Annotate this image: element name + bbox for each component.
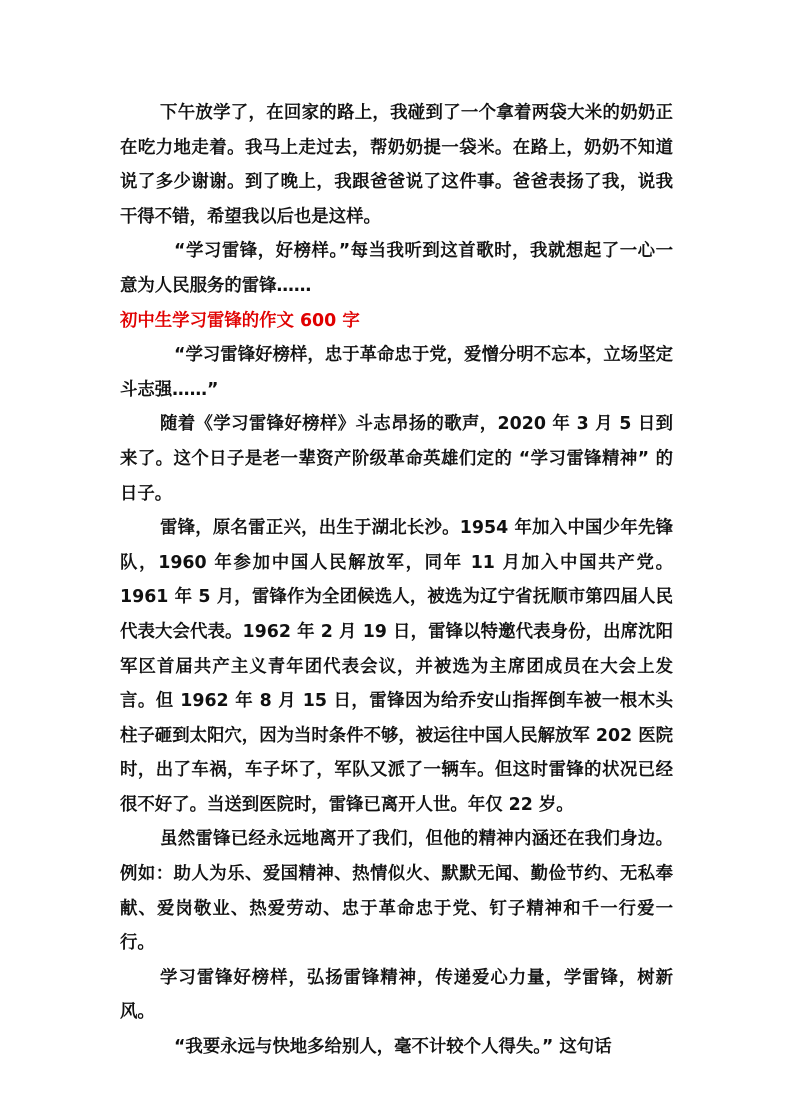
paragraph-song-lyrics: “学习雷锋好榜样，忠于革命忠于党，爱憎分明不忘本，立场坚定斗志强……”: [120, 345, 673, 400]
paragraph-lei-feng-biography: 雷锋，原名雷正兴，出生于湖北长沙。1954 年加入中国少年先锋队，1960 年参加中国人民解放军，同年 11 月加入中国共产党。1961 年 5 月，雷锋作为全团候选人，被选为辽宁省抚顺市第四届人民代表大会代表。1962 年 2 月 19 日，雷锋以特邀代表身份，出席沈阳军区首届共产主义青年团代表会议，并被选为主席团成员在大会上发言。但 1962 年 8 月 15 日，雷锋因为给乔安山指挥倒车被一根木头柱子砸到太阳穴，因为当时条件不够，被运往中国人民解放军 202 医院时，出了车祸，车子坏了，军队又派了一辆车。但这时雷锋的状况已经很不好了。当送到医院时，雷锋已离开人世。年仅 22 岁。: [120, 518, 673, 815]
essay-heading: 初中生学习雷锋的作文 600 字: [120, 310, 360, 331]
paragraph-help-grandma: 下午放学了，在回家的路上，我碰到了一个拿着两袋大米的奶奶正在吃力地走着。我马上走过去，帮奶奶提一袋米。在路上，奶奶不知道说了多少谢谢。到了晚上，我跟爸爸说了这件事。爸爸表扬了我，说我干得不错，希望我以后也是这样。: [120, 103, 673, 227]
paragraph-quote: “我要永远与快地多给别人，毫不计较个人得失。” 这句话: [174, 1037, 612, 1058]
document-page: [120, 96, 673, 1065]
paragraph-march-fifth: 随着《学习雷锋好榜样》斗志昂扬的歌声，2020 年 3 月 5 日到来了。这个日子是老一辈资产阶级革命英雄们定的 “学习雷锋精神” 的日子。: [120, 414, 673, 504]
paragraph-song-memory: “学习雷锋，好榜样。”每当我听到这首歌时，我就想起了一心一意为人民服务的雷锋……: [120, 241, 673, 296]
paragraph-lei-feng-spirit: 虽然雷锋已经永远地离开了我们，但他的精神内涵还在我们身边。例如：助人为乐、爱国精神、热情似火、默默无闻、勤俭节约、无私奉献、爱岗敬业、热爱劳动、忠于革命忠于党、钉子精神和千一行爱一行。: [120, 829, 673, 954]
paragraph-learn-from-lei-feng: 学习雷锋好榜样，弘扬雷锋精神，传递爱心力量，学雷锋，树新风。: [120, 967, 673, 1023]
